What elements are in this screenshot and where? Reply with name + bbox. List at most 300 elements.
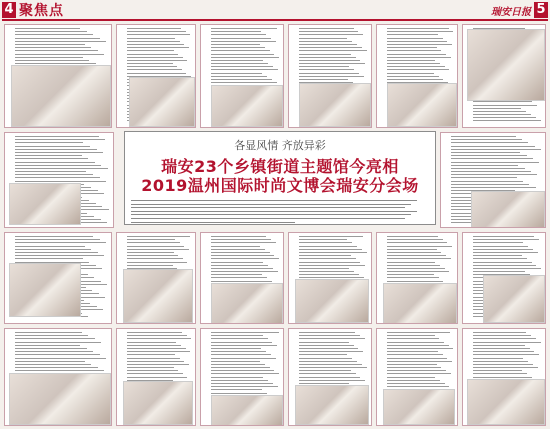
text-line <box>127 54 178 55</box>
text-line <box>127 335 187 336</box>
text-line <box>127 354 175 355</box>
text-line <box>451 136 516 137</box>
text-line <box>387 54 446 55</box>
text-line <box>127 47 189 48</box>
article-card <box>288 328 372 426</box>
lead-text-line <box>131 214 411 215</box>
text-line <box>387 249 437 250</box>
text-line <box>387 265 440 266</box>
text-line <box>473 354 539 355</box>
text-line <box>15 236 93 237</box>
lead-paragraph <box>131 200 429 221</box>
text-line <box>299 351 363 352</box>
text-line <box>387 345 449 346</box>
text-line <box>473 111 526 112</box>
text-line <box>473 361 528 362</box>
text-line <box>127 364 189 365</box>
text-line <box>299 79 348 80</box>
lead-text-line <box>131 218 405 219</box>
text-line <box>299 358 352 359</box>
text-line <box>473 108 521 109</box>
text-line <box>451 139 522 140</box>
text-line <box>387 351 438 352</box>
text-line <box>211 358 276 359</box>
text-line <box>15 47 91 48</box>
text-line <box>15 28 80 29</box>
article-card <box>4 328 112 426</box>
text-line <box>473 271 525 272</box>
text-line <box>15 354 100 355</box>
text-line <box>127 377 187 378</box>
text-line <box>127 60 187 61</box>
exhibit-photo <box>383 283 457 324</box>
text-line <box>15 358 106 359</box>
text-line <box>127 38 175 39</box>
text-line <box>127 246 184 247</box>
text-line <box>473 345 525 346</box>
text-line <box>473 377 532 378</box>
text-line <box>387 271 449 272</box>
text-line <box>127 73 186 74</box>
text-line <box>473 348 530 349</box>
headline-title-line1: 瑞安23个乡镇街道主题馆今亮相 <box>161 157 399 176</box>
text-line <box>451 149 541 150</box>
text-line <box>211 332 279 333</box>
text-line <box>299 338 365 339</box>
text-line <box>127 31 186 32</box>
text-line <box>127 57 183 58</box>
exhibit-photo <box>483 275 545 323</box>
text-line <box>473 117 536 118</box>
text-line <box>387 277 439 278</box>
text-line <box>299 361 357 362</box>
text-line <box>299 274 359 275</box>
text-line <box>473 358 523 359</box>
text-line <box>211 377 263 378</box>
text-line <box>127 249 189 250</box>
text-line <box>15 54 104 55</box>
text-line <box>127 255 178 256</box>
text-line <box>15 60 89 61</box>
text-line <box>299 66 349 67</box>
text-line <box>127 63 173 64</box>
text-line <box>211 76 267 77</box>
exhibit-photo <box>11 65 111 127</box>
text-line <box>211 50 270 51</box>
text-line <box>387 281 443 282</box>
text-line <box>387 367 441 368</box>
text-line <box>15 255 104 256</box>
text-line <box>15 242 106 243</box>
text-line <box>15 252 98 253</box>
text-line <box>15 158 88 159</box>
article-card <box>288 232 372 324</box>
text-line <box>15 31 87 32</box>
text-line <box>299 239 347 240</box>
text-line <box>299 50 367 51</box>
text-line <box>451 146 535 147</box>
text-line <box>387 236 438 237</box>
exhibit-photo <box>9 263 81 317</box>
text-line <box>387 255 446 256</box>
text-line <box>387 262 435 263</box>
text-line <box>127 66 177 67</box>
article-card <box>376 24 458 128</box>
text-line <box>473 262 532 263</box>
text-line <box>387 338 439 339</box>
exhibit-photo <box>123 269 193 323</box>
text-line <box>127 332 182 333</box>
text-line <box>211 338 268 339</box>
text-line <box>387 66 445 67</box>
text-line <box>387 268 445 269</box>
text-line <box>211 386 278 387</box>
headline-kicker: 各显风情 齐放异彩 <box>234 139 326 152</box>
exhibit-photo <box>9 183 81 225</box>
text-line <box>299 252 367 253</box>
article-card <box>4 24 112 128</box>
lead-text-line <box>131 207 405 208</box>
text-line <box>451 187 536 188</box>
headline-title-line2: 2019温州国际时尚文博会瑞安分会场 <box>141 176 419 195</box>
text-line <box>387 79 443 80</box>
text-line <box>387 73 434 74</box>
article-card <box>200 24 284 128</box>
text-line <box>473 351 534 352</box>
text-line <box>387 246 452 247</box>
text-line <box>299 265 365 266</box>
text-line <box>211 41 276 42</box>
text-line <box>211 258 279 259</box>
text-line <box>211 66 273 67</box>
text-line <box>211 345 277 346</box>
text-line <box>473 236 534 237</box>
text-line <box>211 255 274 256</box>
exhibit-photo <box>467 379 545 425</box>
text-line <box>127 348 186 349</box>
text-line <box>473 364 533 365</box>
text-line <box>211 367 270 368</box>
text-line <box>15 57 83 58</box>
text-line <box>387 332 450 333</box>
text-line <box>299 63 365 64</box>
exhibit-photo <box>211 283 283 324</box>
exhibit-photo <box>387 83 457 127</box>
article-card <box>462 24 546 128</box>
text-line <box>299 69 354 70</box>
text-line <box>299 31 358 32</box>
text-line <box>387 335 435 336</box>
text-line <box>387 358 447 359</box>
text-line <box>211 69 278 70</box>
text-line <box>15 370 104 371</box>
page-number-right: 5 <box>534 2 548 18</box>
article-card <box>200 232 284 324</box>
text-line <box>299 54 351 55</box>
text-line <box>473 249 533 250</box>
text-line <box>211 271 278 272</box>
text-line <box>387 50 441 51</box>
text-line <box>127 367 174 368</box>
text-line <box>451 184 529 185</box>
article-card <box>116 328 196 426</box>
text-line <box>15 351 93 352</box>
text-line <box>451 174 537 175</box>
text-line <box>451 165 518 166</box>
text-line <box>387 239 443 240</box>
text-line <box>299 242 352 243</box>
text-line <box>15 335 88 336</box>
text-line <box>387 258 451 259</box>
text-line <box>211 44 260 45</box>
text-line <box>299 364 362 365</box>
text-line <box>211 38 271 39</box>
text-line <box>473 332 526 333</box>
lead-text-line <box>131 200 417 201</box>
text-line <box>15 246 85 247</box>
text-line <box>15 258 83 259</box>
text-line <box>15 168 108 169</box>
text-line <box>299 271 354 272</box>
text-line <box>211 31 261 32</box>
text-line <box>451 177 517 178</box>
article-card <box>116 232 196 324</box>
article-card <box>376 232 458 324</box>
text-line <box>127 34 190 35</box>
text-line <box>211 274 262 275</box>
text-line <box>15 367 98 368</box>
text-line <box>211 393 267 394</box>
text-line <box>211 252 270 253</box>
article-card <box>200 328 284 426</box>
text-line <box>387 373 451 374</box>
text-line <box>211 239 271 240</box>
text-line <box>15 364 91 365</box>
text-line <box>473 246 528 247</box>
text-line <box>211 268 273 269</box>
text-line <box>299 76 364 77</box>
text-line <box>15 149 97 150</box>
text-line <box>451 171 531 172</box>
exhibit-photo <box>295 279 369 323</box>
text-line <box>299 377 360 378</box>
text-line <box>299 342 349 343</box>
masthead-left <box>2 2 64 18</box>
exhibit-photo <box>129 77 195 127</box>
lead-text-line <box>131 204 411 205</box>
exhibit-photo <box>211 395 283 426</box>
text-line <box>211 380 268 381</box>
text-line <box>211 383 273 384</box>
text-line <box>451 142 528 143</box>
text-line <box>211 73 262 74</box>
exhibit-photo <box>299 83 371 127</box>
text-line <box>473 370 522 371</box>
text-line <box>387 44 452 45</box>
text-line <box>211 342 272 343</box>
text-line <box>299 354 347 355</box>
text-line <box>387 242 447 243</box>
text-line <box>451 155 527 156</box>
text-line <box>15 63 96 64</box>
text-line <box>211 47 265 48</box>
text-line <box>299 28 354 29</box>
text-line <box>299 370 351 371</box>
text-line <box>299 47 362 48</box>
page-number-left: 4 <box>2 2 16 18</box>
text-line <box>387 354 443 355</box>
text-line <box>299 249 362 250</box>
text-line <box>299 57 356 58</box>
text-line <box>473 373 527 374</box>
text-line <box>387 38 443 39</box>
text-line <box>473 258 527 259</box>
text-line <box>299 34 363 35</box>
text-line <box>127 370 178 371</box>
text-line <box>127 345 181 346</box>
text-line <box>387 274 434 275</box>
newspaper-logo: 瑞安日报 <box>491 6 531 18</box>
text-line <box>473 239 539 240</box>
text-line <box>15 152 103 153</box>
text-line <box>387 377 435 378</box>
text-line <box>211 335 263 336</box>
exhibit-photo <box>471 191 545 228</box>
text-line <box>127 351 190 352</box>
text-line <box>299 367 367 368</box>
masthead-right <box>491 2 548 18</box>
text-line <box>473 101 532 102</box>
text-line <box>299 383 349 384</box>
text-line <box>127 41 180 42</box>
text-line <box>387 60 435 61</box>
text-line <box>299 255 351 256</box>
text-line <box>211 246 260 247</box>
text-line <box>127 242 180 243</box>
text-line <box>211 354 271 355</box>
text-line <box>299 380 365 381</box>
text-line <box>15 174 93 175</box>
text-line <box>15 332 82 333</box>
text-line <box>127 50 174 51</box>
text-line <box>211 373 279 374</box>
headline-block <box>124 131 436 225</box>
article-card <box>288 24 372 128</box>
text-line <box>15 162 95 163</box>
text-line <box>211 28 277 29</box>
article-card <box>462 232 546 324</box>
text-line <box>299 44 357 45</box>
text-line <box>15 146 90 147</box>
text-line <box>299 41 352 42</box>
text-line <box>211 265 268 266</box>
masthead-rule <box>2 19 548 21</box>
article-card <box>4 132 114 228</box>
text-line <box>299 38 347 39</box>
text-line <box>127 258 183 259</box>
text-line <box>387 361 452 362</box>
text-line <box>451 162 539 163</box>
text-line <box>473 252 538 253</box>
text-line <box>15 34 93 35</box>
text-line <box>211 370 274 371</box>
text-line <box>387 31 453 32</box>
text-line <box>15 345 80 346</box>
text-line <box>15 44 85 45</box>
text-line <box>387 76 439 77</box>
text-line <box>15 239 100 240</box>
text-line <box>299 236 363 237</box>
text-line <box>15 50 98 51</box>
article-card <box>4 232 112 324</box>
text-line <box>127 342 176 343</box>
text-line <box>15 171 86 172</box>
text-line <box>299 345 354 346</box>
text-line <box>15 38 100 39</box>
text-line <box>473 120 541 121</box>
exhibit-photo <box>383 389 455 425</box>
text-line <box>211 236 266 237</box>
exhibit-photo <box>467 29 545 101</box>
text-line <box>473 367 538 368</box>
text-line <box>473 105 537 106</box>
text-line <box>299 332 355 333</box>
text-line <box>387 386 449 387</box>
text-line <box>127 69 182 70</box>
text-line <box>15 348 87 349</box>
text-line <box>15 361 85 362</box>
article-card <box>440 132 546 228</box>
text-line <box>15 249 91 250</box>
text-line <box>127 28 181 29</box>
text-line <box>211 351 266 352</box>
text-line <box>387 370 446 371</box>
text-line <box>451 158 533 159</box>
text-line <box>211 82 277 83</box>
text-line <box>299 335 360 336</box>
text-line <box>387 41 447 42</box>
text-line <box>299 258 356 259</box>
text-line <box>211 277 267 278</box>
text-line <box>15 181 106 182</box>
text-line <box>127 44 184 45</box>
text-line <box>15 338 95 339</box>
text-line <box>387 63 440 64</box>
text-line <box>15 342 101 343</box>
text-line <box>299 268 349 269</box>
exhibit-photo <box>295 385 369 425</box>
text-line <box>473 255 522 256</box>
text-line <box>127 239 175 240</box>
text-line <box>473 342 541 343</box>
text-line <box>211 364 265 365</box>
text-line <box>387 28 449 29</box>
text-line <box>387 47 437 48</box>
text-line <box>15 142 83 143</box>
text-line <box>211 389 262 390</box>
article-card <box>376 328 458 426</box>
text-line <box>15 139 105 140</box>
text-line <box>387 383 445 384</box>
text-line <box>211 281 272 282</box>
text-line <box>211 249 265 250</box>
text-line <box>387 34 438 35</box>
text-line <box>211 63 268 64</box>
text-line <box>473 335 531 336</box>
text-line <box>473 338 536 339</box>
text-line <box>211 79 272 80</box>
text-line <box>127 265 173 266</box>
